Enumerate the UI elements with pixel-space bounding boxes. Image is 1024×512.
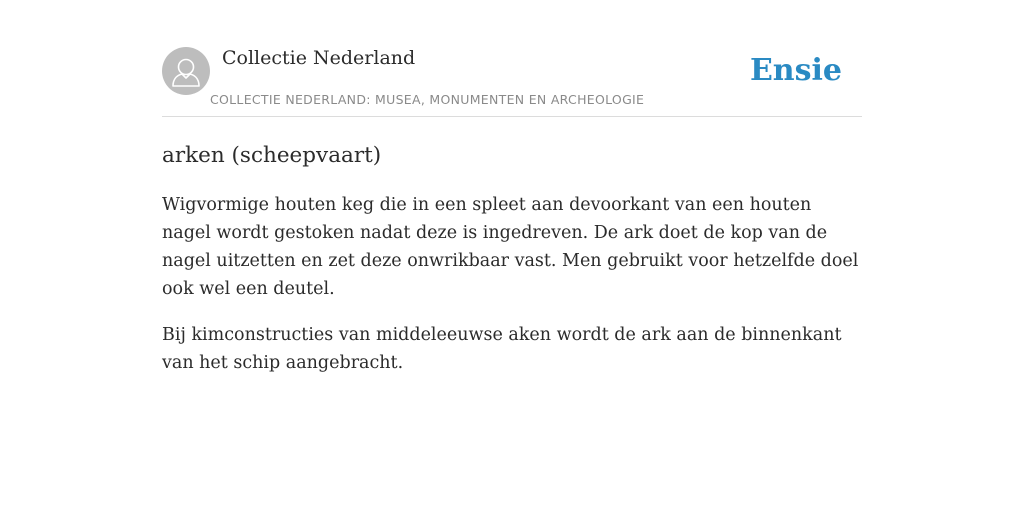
user-placeholder-icon	[162, 47, 210, 95]
entry-header	[162, 46, 862, 117]
brand-logo[interactable]: Ensie	[749, 53, 842, 88]
entry-paragraph: Bij kimconstructies van middeleeuwse aken wordt de ark aan de binnenkant van het schip aangebracht.	[162, 325, 842, 373]
entry-title: arken (scheepvaart)	[162, 143, 382, 168]
author-name[interactable]: Collectie Nederland	[222, 47, 416, 69]
author-avatar[interactable]	[162, 47, 210, 95]
entry-paragraph: Wigvormige houten keg die in een spleet aan devoorkant van een houten nagel wordt gestoken nadat deze is ingedreven. De ark doet de kop van de nagel uitzetten en zet deze onwrikbaar vast. Men gebruikt voor hetzelfde doel ook wel een deutel.	[162, 195, 859, 299]
entry-card	[162, 46, 862, 377]
author-subtitle: COLLECTIE NEDERLAND: MUSEA, MONUMENTEN EN ARCHEOLOGIE	[210, 92, 645, 107]
